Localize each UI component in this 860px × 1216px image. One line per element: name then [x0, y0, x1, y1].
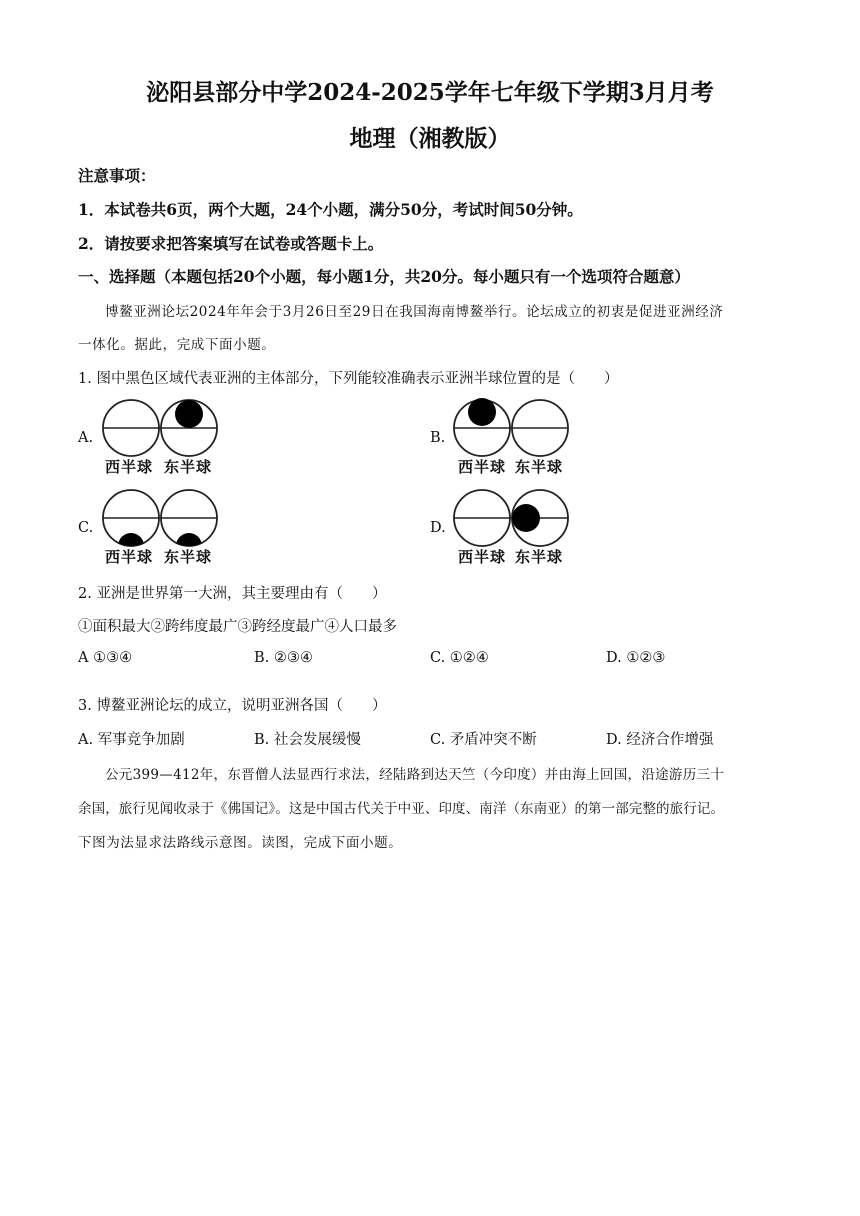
intro2-line1: 公元399—412年，东晋僧人法显西行求法，经陆路到达天竺（今印度）并由海上回国，沿途游历三十 [105, 767, 725, 783]
q1-option-a-figure [101, 398, 261, 482]
q1-option-d-letter: D. [430, 520, 446, 536]
q2-option-a: A ①③④ [78, 650, 133, 666]
notice-item-1: 1．本试卷共6页，两个大题，24个小题，满分50分，考试时间50分钟。 [78, 200, 583, 219]
q1-option-c-letter: C. [78, 520, 94, 536]
exam-subtitle: 地理（湘教版） [349, 125, 511, 152]
intro2-line2: 余国，旅行见闻收录于《佛国记》。这是中国古代关于中亚、印度、南洋（东南亚）的第一部完整的旅行记。 [78, 801, 725, 817]
intro1-line1: 博鳌亚洲论坛2024年年会于3月26日至29日在我国海南博鳌举行。论坛成立的初衷是促进亚洲经济 [105, 304, 724, 320]
west-hemisphere-label: 西半球 [458, 548, 507, 566]
west-hemisphere-label: 西半球 [105, 458, 154, 476]
q1-option-b-letter: B. [430, 430, 446, 446]
east-hemisphere-label: 东半球 [164, 458, 213, 476]
q1-option-c-figure [101, 488, 261, 572]
notice-item-2: 2．请按要求把答案填写在试卷或答题卡上。 [78, 234, 384, 253]
q2-statements: ①面积最大②跨纬度最广③跨经度最广④人口最多 [78, 619, 397, 635]
q3-option-b: B. 社会发展缓慢 [254, 732, 361, 748]
exam-title: 泌阳县部分中学2024-2025学年七年级下学期3月月考 [146, 79, 714, 106]
q2-stem: 2. 亚洲是世界第一大洲，其主要理由有（ ） [78, 586, 387, 602]
q3-stem: 3. 博鳌亚洲论坛的成立，说明亚洲各国（ ） [78, 698, 387, 714]
asia-shape-icon [512, 504, 540, 532]
section-heading: 一、选择题（本题包括20个小题，每小题1分，共20分。每小题只有一个选项符合题意） [78, 267, 690, 286]
asia-shape-icon [468, 398, 496, 426]
notice-heading: 注意事项： [78, 166, 156, 185]
intro2-line3: 下图为法显求法路线示意图。读图，完成下面小题。 [78, 835, 403, 851]
q3-option-c: C. 矛盾冲突不断 [430, 732, 537, 748]
q1-option-a-letter: A. [78, 430, 94, 446]
q2-option-d: D. ①②③ [606, 650, 666, 666]
q1-stem: 1. 图中黑色区域代表亚洲的主体部分，下列能较准确表示亚洲半球位置的是（ ） [78, 371, 619, 387]
asia-shape-icon [175, 400, 203, 428]
west-hemisphere-label: 西半球 [458, 458, 507, 476]
east-hemisphere-label: 东半球 [515, 458, 564, 476]
q3-option-d: D. 经济合作增强 [606, 732, 714, 748]
q3-option-a: A. 军事竞争加剧 [78, 732, 185, 748]
east-hemisphere-label: 东半球 [164, 548, 213, 566]
q2-option-c: C. ①②④ [430, 650, 489, 666]
east-hemisphere-label: 东半球 [515, 548, 564, 566]
q1-option-b-figure [452, 398, 612, 482]
west-hemisphere-label: 西半球 [105, 548, 154, 566]
q1-option-d-figure [452, 488, 612, 572]
q2-option-b: B. ②③④ [254, 650, 313, 666]
intro1-line2: 一体化。据此，完成下面小题。 [78, 337, 276, 353]
